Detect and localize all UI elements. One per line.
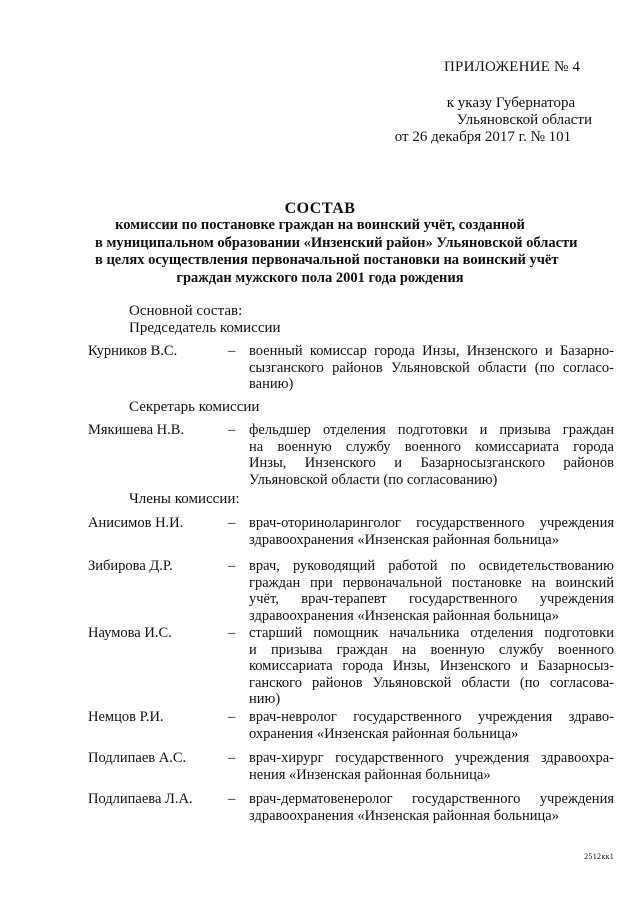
- desc-line: нию): [249, 691, 281, 707]
- desc-line: врач-хирург государственного учреждения здравоохра-: [249, 750, 614, 766]
- desc-line: комиссариата города Инзы, Инзенского и Базарносыз-: [249, 658, 614, 674]
- member-description: [249, 515, 614, 548]
- desc-line: здравоохранения «Инзенская районная больница»: [249, 607, 559, 624]
- document-title: СОСТАВ: [284, 200, 356, 217]
- member-description: [249, 558, 614, 624]
- desc-line: военный комиссар города Инзы, Инзенского и Базарно-: [249, 343, 614, 359]
- section-chairman: Председатель комиссии: [129, 320, 281, 336]
- desc-line: врач, руководящий работой по освидетельствованию: [249, 558, 614, 574]
- desc-line: Ульяновской области (по согласованию): [249, 471, 498, 488]
- desc-line: фельдшер отделения подготовки и призыва граждан: [249, 422, 614, 438]
- desc-line: нения «Инзенская районная больница»: [249, 766, 491, 783]
- member-description: [249, 422, 614, 488]
- member-description: [249, 709, 614, 742]
- desc-line: здравоохранения «Инзенская районная больница»: [249, 807, 559, 824]
- dash-separator: –: [228, 558, 236, 574]
- desc-line: ванию): [249, 376, 294, 392]
- section-members: Члены комиссии:: [129, 491, 240, 507]
- decree-ref-line-1: к указу Губернатора: [446, 95, 576, 111]
- member-name: Наумова И.С.: [88, 625, 172, 641]
- member-name: Мякишева Н.В.: [88, 422, 185, 438]
- member-name: Курников В.С.: [88, 343, 178, 359]
- desc-line: здравоохранения «Инзенская районная больница»: [249, 531, 559, 548]
- member-name: Подлипаева Л.А.: [88, 791, 193, 807]
- dash-separator: –: [228, 750, 236, 766]
- desc-line: ганского районов Ульяновской области (по согласова-: [249, 674, 614, 691]
- member-description: [249, 791, 614, 824]
- dash-separator: –: [228, 515, 236, 531]
- decree-reference: [395, 95, 592, 146]
- member-name: Зибирова Д.Р.: [88, 558, 173, 574]
- desc-line: врач-оториноларинголог государственного учреждения: [249, 515, 614, 531]
- desc-line: врач-дерматовенеролог государственного учреждения: [249, 791, 614, 807]
- desc-line: охранения «Инзенская районная больница»: [249, 725, 519, 742]
- member-description: [249, 750, 614, 783]
- decree-ref-line-2: Ульяновской области: [456, 112, 592, 128]
- document-subtitle: [95, 217, 578, 287]
- desc-line: сызганского районов Ульяновской области (по согласо-: [249, 359, 614, 376]
- footer-document-code: 2512кк1: [584, 852, 614, 861]
- desc-line: на военную службу военного комиссариата города: [249, 438, 614, 455]
- decree-ref-line-3: от 26 декабря 2017 г. № 101: [394, 129, 572, 145]
- annex-number: ПРИЛОЖЕНИЕ № 4: [444, 59, 581, 75]
- desc-line: старший помощник начальника отделения подготовки: [249, 625, 614, 641]
- desc-line: и призыва граждан на военную службу военного: [249, 641, 614, 658]
- dash-separator: –: [228, 422, 236, 438]
- desc-line: Инзы, Инзенского и Базарносызганского районов: [249, 455, 614, 471]
- desc-line: врач-невролог государственного учреждения здраво-: [249, 709, 614, 725]
- desc-line: граждан при первоначальной постановке на воинский: [249, 574, 614, 591]
- member-name: Немцов Р.И.: [88, 709, 164, 725]
- dash-separator: –: [228, 625, 236, 641]
- dash-separator: –: [228, 791, 236, 807]
- member-description: [249, 625, 614, 708]
- section-main-composition: Основной состав:: [129, 303, 243, 319]
- subtitle-line-2: в муниципальном образовании «Инзенский район» Ульяновской области: [95, 234, 578, 251]
- member-name: Подлипаев А.С.: [88, 750, 187, 766]
- member-name: Анисимов Н.И.: [88, 515, 184, 531]
- member-description: [249, 343, 614, 393]
- subtitle-line-1: комиссии по постановке граждан на воинский учёт, созданной: [115, 217, 525, 233]
- dash-separator: –: [228, 709, 236, 725]
- subtitle-line-4: граждан мужского пола 2001 года рождения: [176, 269, 464, 286]
- desc-line: учёт, врач-терапевт государственного учреждения: [249, 591, 614, 607]
- section-secretary: Секретарь комиссии: [129, 399, 260, 415]
- subtitle-line-3: в целях осуществления первоначальной постановки на воинский учёт: [95, 252, 559, 268]
- dash-separator: –: [228, 343, 236, 359]
